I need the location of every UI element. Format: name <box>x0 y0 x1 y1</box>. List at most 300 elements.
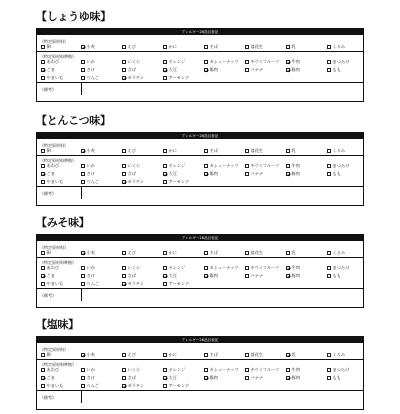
checkbox[interactable] <box>122 76 126 80</box>
recommended-option[interactable] <box>122 67 136 73</box>
recommended-option[interactable] <box>327 273 341 279</box>
option-label: 大豆 <box>168 67 177 72</box>
recommended-option[interactable] <box>122 273 136 279</box>
checkbox[interactable] <box>41 172 45 176</box>
option-label: くるみ <box>332 148 346 153</box>
option-label: ゼラチン <box>127 383 145 388</box>
recommended-option[interactable] <box>286 367 300 373</box>
checkbox[interactable] <box>163 68 167 72</box>
checkbox[interactable] <box>204 368 208 372</box>
checkbox[interactable] <box>245 266 249 270</box>
checkbox[interactable] <box>81 68 85 72</box>
recommended-option[interactable] <box>122 171 136 177</box>
recommended-option[interactable] <box>286 59 300 65</box>
checkbox[interactable] <box>327 45 331 49</box>
option-label: アーモンド <box>168 75 190 80</box>
checkbox[interactable] <box>41 368 45 372</box>
recommended-option[interactable] <box>245 265 279 271</box>
option-label: 乳 <box>291 352 296 357</box>
checkbox[interactable] <box>204 274 208 278</box>
mandatory-option[interactable] <box>327 250 345 256</box>
recommended-option[interactable] <box>81 163 95 169</box>
option-label: いくら <box>127 367 141 372</box>
mandatory-option[interactable] <box>41 44 51 50</box>
checkbox[interactable] <box>327 60 331 64</box>
recommended-option[interactable] <box>327 265 349 271</box>
recommended-option[interactable] <box>122 59 140 65</box>
checkbox[interactable] <box>163 76 167 80</box>
mandatory-option[interactable] <box>41 250 51 256</box>
mandatory-option[interactable] <box>81 352 95 358</box>
checkbox[interactable] <box>163 353 167 357</box>
mandatory-option[interactable] <box>245 352 263 358</box>
checkbox[interactable] <box>81 76 85 80</box>
checkbox[interactable] <box>204 45 208 49</box>
checkbox[interactable] <box>41 353 45 357</box>
checkbox[interactable] <box>286 164 290 168</box>
checkbox[interactable] <box>286 266 290 270</box>
option-label: くるみ <box>332 352 346 357</box>
checkbox[interactable] <box>327 164 331 168</box>
recommended-option[interactable] <box>41 265 59 271</box>
option-label: 卵 <box>46 250 51 255</box>
option-label: カシューナッツ <box>209 367 239 372</box>
option-label: さば <box>127 67 136 72</box>
checkbox[interactable] <box>122 172 126 176</box>
checkbox[interactable] <box>41 251 45 255</box>
option-label: キウイフルーツ <box>250 265 280 270</box>
recommended-category-label: 《特定原材料準拠》 <box>40 362 76 367</box>
option-label: バナナ <box>250 375 264 380</box>
checkbox[interactable] <box>327 274 331 278</box>
checkbox[interactable] <box>286 172 290 176</box>
recommended-option[interactable] <box>81 367 95 373</box>
checkbox[interactable] <box>81 353 85 357</box>
recommended-option[interactable] <box>81 375 95 381</box>
section-title: 【とんこつ味】 <box>36 114 111 127</box>
option-label: 牛肉 <box>291 163 300 168</box>
mandatory-option[interactable] <box>245 250 263 256</box>
note-label: 《備考》 <box>40 191 56 196</box>
recommended-option[interactable] <box>204 367 239 373</box>
checkbox[interactable] <box>286 274 290 278</box>
recommended-option[interactable] <box>163 265 185 271</box>
mandatory-option[interactable] <box>81 250 95 256</box>
mandatory-category-label: 《特定原材料》 <box>40 245 68 250</box>
recommended-option[interactable] <box>286 273 300 279</box>
checkbox[interactable] <box>286 353 290 357</box>
mandatory-option[interactable] <box>122 44 136 50</box>
recommended-option[interactable] <box>204 375 218 381</box>
recommended-option[interactable] <box>122 383 144 389</box>
recommended-option[interactable] <box>41 375 55 381</box>
recommended-option[interactable] <box>81 171 95 177</box>
recommended-option[interactable] <box>245 273 263 279</box>
recommended-option[interactable] <box>122 367 140 373</box>
recommended-option[interactable] <box>41 281 63 287</box>
recommended-option[interactable] <box>163 67 177 73</box>
checkbox[interactable] <box>204 149 208 153</box>
recommended-option[interactable] <box>204 273 218 279</box>
recommended-option[interactable] <box>122 265 140 271</box>
mandatory-option[interactable] <box>163 250 177 256</box>
recommended-option[interactable] <box>122 375 136 381</box>
checkbox[interactable] <box>122 384 126 388</box>
option-label: いくら <box>127 265 141 270</box>
option-label: かに <box>168 44 177 49</box>
recommended-option[interactable] <box>245 59 279 65</box>
mandatory-option[interactable] <box>163 44 177 50</box>
mandatory-category-label: 《特定原材料》 <box>40 143 68 148</box>
mandatory-option[interactable] <box>163 148 177 154</box>
checkbox[interactable] <box>204 68 208 72</box>
recommended-option[interactable] <box>81 383 99 389</box>
checkbox[interactable] <box>327 368 331 372</box>
recommended-option[interactable] <box>41 163 59 169</box>
recommended-option[interactable] <box>163 281 189 287</box>
checkbox[interactable] <box>286 45 290 49</box>
option-label: カシューナッツ <box>209 265 239 270</box>
recommended-option[interactable] <box>204 163 239 169</box>
checkbox[interactable] <box>122 164 126 168</box>
option-label: オレンジ <box>168 59 186 64</box>
recommended-option[interactable] <box>122 75 144 81</box>
mandatory-option[interactable] <box>286 352 296 358</box>
option-label: 鶏肉 <box>209 273 218 278</box>
form-header-bar: アレルギー28品目表記 <box>37 133 363 139</box>
checkbox[interactable] <box>163 251 167 255</box>
checkbox[interactable] <box>122 376 126 380</box>
option-label: 落花生 <box>250 44 264 49</box>
mandatory-option[interactable] <box>245 148 263 154</box>
checkbox[interactable] <box>204 164 208 168</box>
recommended-option[interactable] <box>327 59 349 65</box>
divider <box>37 82 363 83</box>
option-label: ゼラチン <box>127 75 145 80</box>
checkbox[interactable] <box>204 376 208 380</box>
option-label: さば <box>127 171 136 176</box>
option-label: 豚肉 <box>291 273 300 278</box>
checkbox[interactable] <box>245 60 249 64</box>
mandatory-option[interactable] <box>81 44 95 50</box>
recommended-option[interactable] <box>163 75 189 81</box>
recommended-option[interactable] <box>245 367 279 373</box>
checkbox[interactable] <box>327 251 331 255</box>
checkbox[interactable] <box>122 68 126 72</box>
mandatory-option[interactable] <box>245 44 263 50</box>
recommended-option[interactable] <box>41 273 55 279</box>
checkbox[interactable] <box>204 353 208 357</box>
option-label: くるみ <box>332 44 346 49</box>
recommended-option[interactable] <box>163 171 177 177</box>
checkbox[interactable] <box>204 251 208 255</box>
checkbox[interactable] <box>163 282 167 286</box>
option-label: 大豆 <box>168 171 177 176</box>
option-label: やまいも <box>46 281 64 286</box>
checkbox[interactable] <box>122 353 126 357</box>
checkbox[interactable] <box>245 68 249 72</box>
checkbox[interactable] <box>327 68 331 72</box>
recommended-option[interactable] <box>41 67 55 73</box>
checkbox[interactable] <box>122 266 126 270</box>
option-label: もも <box>332 67 341 72</box>
checkbox[interactable] <box>245 172 249 176</box>
option-label: バナナ <box>250 171 264 176</box>
checkbox[interactable] <box>41 384 45 388</box>
option-label: えび <box>127 250 136 255</box>
checkbox[interactable] <box>286 68 290 72</box>
divider <box>37 155 363 156</box>
checkbox[interactable] <box>81 180 85 184</box>
checkbox[interactable] <box>41 376 45 380</box>
checkbox[interactable] <box>81 149 85 153</box>
section-title: 【しょうゆ味】 <box>36 10 111 23</box>
recommended-option[interactable] <box>81 281 99 287</box>
recommended-option[interactable] <box>81 67 95 73</box>
recommended-option[interactable] <box>41 179 63 185</box>
option-label: もも <box>332 273 341 278</box>
recommended-option[interactable] <box>163 273 177 279</box>
option-label: アーモンド <box>168 383 190 388</box>
checkbox[interactable] <box>204 172 208 176</box>
recommended-option[interactable] <box>163 59 185 65</box>
mandatory-option[interactable] <box>122 148 136 154</box>
option-label: かに <box>168 148 177 153</box>
recommended-option[interactable] <box>81 179 99 185</box>
checkbox[interactable] <box>245 45 249 49</box>
checkbox[interactable] <box>122 60 126 64</box>
option-label: いか <box>86 163 95 168</box>
checkbox[interactable] <box>81 384 85 388</box>
divider <box>37 288 363 289</box>
checkbox[interactable] <box>122 368 126 372</box>
option-label: りんご <box>86 179 100 184</box>
allergen-section <box>36 216 364 312</box>
mandatory-option[interactable] <box>163 352 177 358</box>
recommended-option[interactable] <box>122 179 144 185</box>
option-label: ごま <box>46 67 55 72</box>
recommended-option[interactable] <box>327 163 349 169</box>
note-label: 《備考》 <box>40 293 56 298</box>
checkbox[interactable] <box>245 251 249 255</box>
checkbox[interactable] <box>204 266 208 270</box>
checkbox[interactable] <box>286 251 290 255</box>
checkbox[interactable] <box>163 368 167 372</box>
checkbox[interactable] <box>41 149 45 153</box>
checkbox[interactable] <box>41 60 45 64</box>
mandatory-option[interactable] <box>122 352 136 358</box>
mandatory-option[interactable] <box>286 250 296 256</box>
recommended-option[interactable] <box>41 367 59 373</box>
divider <box>37 390 363 391</box>
checkbox[interactable] <box>41 76 45 80</box>
checkbox[interactable] <box>81 274 85 278</box>
checkbox[interactable] <box>327 266 331 270</box>
recommended-option[interactable] <box>81 273 95 279</box>
recommended-option[interactable] <box>81 59 95 65</box>
recommended-option[interactable] <box>286 265 300 271</box>
recommended-option[interactable] <box>41 171 55 177</box>
option-label: かに <box>168 250 177 255</box>
checkbox[interactable] <box>41 164 45 168</box>
checkbox[interactable] <box>286 376 290 380</box>
recommended-option[interactable] <box>122 281 144 287</box>
option-label: 乳 <box>291 148 296 153</box>
mandatory-option[interactable] <box>81 148 95 154</box>
checkbox[interactable] <box>286 60 290 64</box>
mandatory-option[interactable] <box>286 44 296 50</box>
recommended-option[interactable] <box>41 59 59 65</box>
checkbox[interactable] <box>81 60 85 64</box>
mandatory-option[interactable] <box>204 44 218 50</box>
mandatory-option[interactable] <box>327 352 345 358</box>
checkbox[interactable] <box>245 164 249 168</box>
recommended-option[interactable] <box>163 383 189 389</box>
option-label: 小麦 <box>86 148 95 153</box>
recommended-category-label: 《特定原材料準拠》 <box>40 158 76 163</box>
recommended-option[interactable] <box>122 163 140 169</box>
checkbox[interactable] <box>327 149 331 153</box>
recommended-option[interactable] <box>327 171 341 177</box>
checkbox[interactable] <box>81 45 85 49</box>
checkbox[interactable] <box>163 376 167 380</box>
option-label: もも <box>332 375 341 380</box>
checkbox[interactable] <box>163 180 167 184</box>
checkbox[interactable] <box>81 251 85 255</box>
recommended-option[interactable] <box>163 179 189 185</box>
checkbox[interactable] <box>81 282 85 286</box>
checkbox[interactable] <box>163 274 167 278</box>
divider <box>37 257 363 258</box>
option-label: オレンジ <box>168 367 186 372</box>
option-label: アーモンド <box>168 281 190 286</box>
checkbox[interactable] <box>245 274 249 278</box>
option-label: 豚肉 <box>291 375 300 380</box>
recommended-option[interactable] <box>81 75 99 81</box>
recommended-option[interactable] <box>286 163 300 169</box>
checkbox[interactable] <box>41 274 45 278</box>
checkbox[interactable] <box>41 266 45 270</box>
option-label: 小麦 <box>86 44 95 49</box>
checkbox[interactable] <box>41 68 45 72</box>
option-label: そば <box>209 148 218 153</box>
option-label: ゼラチン <box>127 281 145 286</box>
checkbox[interactable] <box>163 266 167 270</box>
option-label: さけ <box>86 67 95 72</box>
recommended-option[interactable] <box>81 265 95 271</box>
checkbox[interactable] <box>41 282 45 286</box>
checkbox[interactable] <box>327 353 331 357</box>
checkbox[interactable] <box>163 60 167 64</box>
checkbox[interactable] <box>81 266 85 270</box>
mandatory-option[interactable] <box>327 148 345 154</box>
recommended-category-label: 《特定原材料準拠》 <box>40 260 76 265</box>
recommended-option[interactable] <box>163 367 185 373</box>
checkbox[interactable] <box>245 353 249 357</box>
option-label: オレンジ <box>168 265 186 270</box>
mandatory-option[interactable] <box>122 250 136 256</box>
checkbox[interactable] <box>122 180 126 184</box>
recommended-option[interactable] <box>204 265 239 271</box>
mandatory-category-label: 《特定原材料》 <box>40 347 68 352</box>
option-label: さけ <box>86 171 95 176</box>
recommended-option[interactable] <box>245 375 263 381</box>
checkbox[interactable] <box>204 60 208 64</box>
checkbox[interactable] <box>327 376 331 380</box>
recommended-option[interactable] <box>245 171 263 177</box>
recommended-option[interactable] <box>327 367 349 373</box>
option-label: キウイフルーツ <box>250 163 280 168</box>
mandatory-option[interactable] <box>204 250 218 256</box>
checkbox[interactable] <box>122 274 126 278</box>
recommended-option[interactable] <box>204 67 218 73</box>
checkbox[interactable] <box>327 172 331 176</box>
recommended-option[interactable] <box>245 67 263 73</box>
checkbox[interactable] <box>245 376 249 380</box>
checkbox[interactable] <box>286 149 290 153</box>
checkbox[interactable] <box>286 368 290 372</box>
mandatory-option[interactable] <box>286 148 296 154</box>
recommended-option[interactable] <box>327 375 341 381</box>
option-label: 鶏肉 <box>209 375 218 380</box>
checkbox[interactable] <box>163 45 167 49</box>
recommended-option[interactable] <box>41 383 63 389</box>
checkbox[interactable] <box>122 282 126 286</box>
checkbox[interactable] <box>163 149 167 153</box>
recommended-option[interactable] <box>204 171 218 177</box>
recommended-option[interactable] <box>204 59 239 65</box>
recommended-option[interactable] <box>286 171 300 177</box>
recommended-option[interactable] <box>286 67 300 73</box>
checkbox[interactable] <box>81 164 85 168</box>
checkbox[interactable] <box>81 376 85 380</box>
checkbox[interactable] <box>122 45 126 49</box>
mandatory-option[interactable] <box>327 44 345 50</box>
allergen-form <box>36 234 364 308</box>
mandatory-option[interactable] <box>204 148 218 154</box>
mandatory-option[interactable] <box>41 148 51 154</box>
form-header-bar: アレルギー28品目表記 <box>37 337 363 343</box>
mandatory-option[interactable] <box>41 352 51 358</box>
checkbox[interactable] <box>163 164 167 168</box>
recommended-option[interactable] <box>163 375 177 381</box>
checkbox[interactable] <box>122 251 126 255</box>
option-label: そば <box>209 44 218 49</box>
checkbox[interactable] <box>245 368 249 372</box>
checkbox[interactable] <box>122 149 126 153</box>
option-label: 卵 <box>46 352 51 357</box>
checkbox[interactable] <box>41 45 45 49</box>
checkbox[interactable] <box>81 368 85 372</box>
checkbox[interactable] <box>41 180 45 184</box>
option-label: バナナ <box>250 273 264 278</box>
option-label: さば <box>127 273 136 278</box>
checkbox[interactable] <box>163 172 167 176</box>
checkbox[interactable] <box>245 149 249 153</box>
recommended-option[interactable] <box>286 375 300 381</box>
option-label: あわび <box>46 367 60 372</box>
mandatory-option[interactable] <box>204 352 218 358</box>
option-label: 鶏肉 <box>209 171 218 176</box>
checkbox[interactable] <box>163 384 167 388</box>
option-label: ゼラチン <box>127 179 145 184</box>
recommended-option[interactable] <box>245 163 279 169</box>
recommended-option[interactable] <box>163 163 185 169</box>
allergen-section <box>36 114 364 210</box>
recommended-option[interactable] <box>41 75 63 81</box>
checkbox[interactable] <box>81 172 85 176</box>
recommended-option[interactable] <box>327 67 341 73</box>
